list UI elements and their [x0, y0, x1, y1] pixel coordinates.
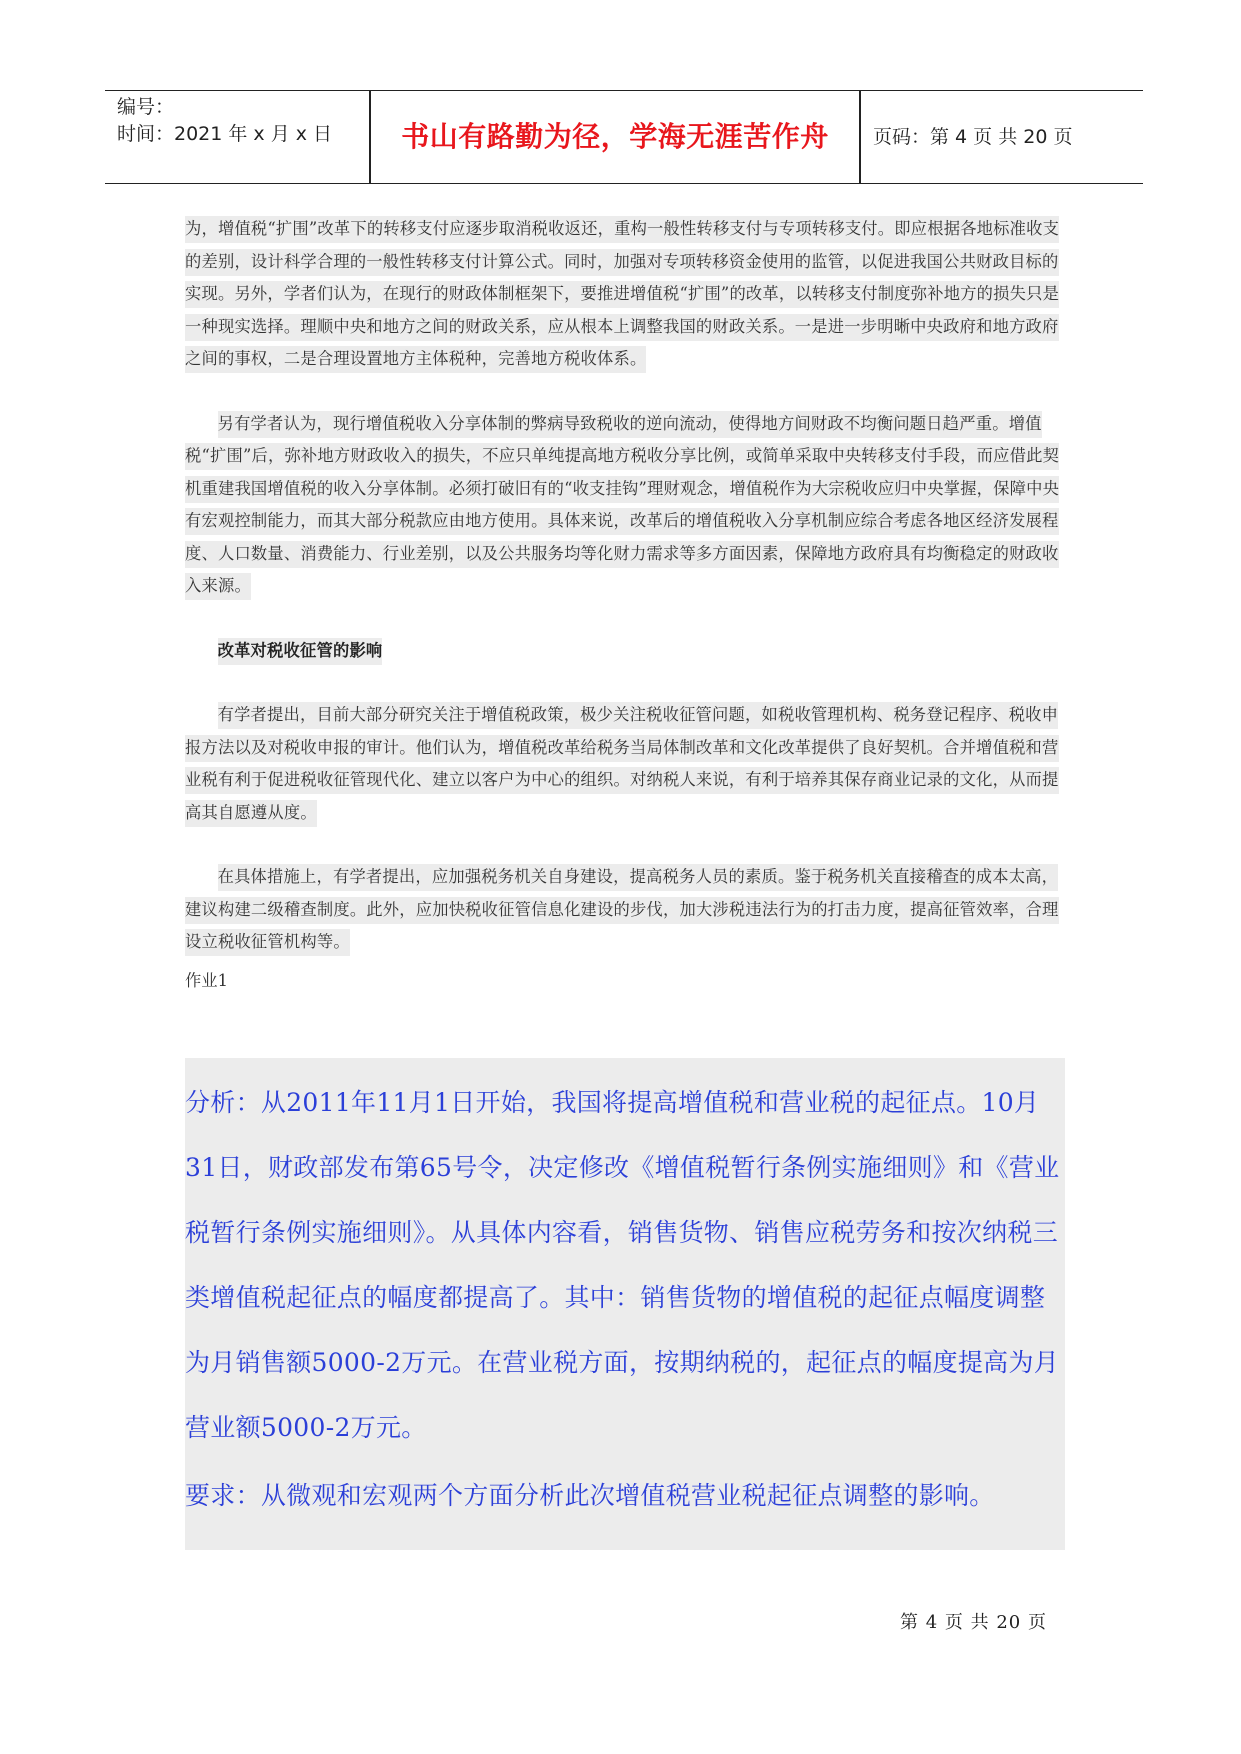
section-heading [185, 635, 1065, 668]
paragraph-text: 在具体措施上，有学者提出，应加强税务机关自身建设，提高税务人员的素质。鉴于税务机关直接稽查的成本太高，建议构建二级稽查制度。此外，应加快税收征管信息化建设的步伐，加大涉税违法行为的打击力度，提高征管效率，合理设立税收征管机构等。 [185, 864, 1059, 956]
header-number: 编号： [117, 96, 175, 118]
paragraph [185, 699, 1065, 829]
paragraph-text: 有学者提出，目前大部分研究关注于增值税政策，极少关注税收征管问题，如税收管理机构、税务登记程序、税收申报方法以及对税收申报的审计。他们认为，增值税改革给税务当局体制改革和文化改革提供了良好契机。合并增值税和营业税有利于促进税收征管现代化、建立以客户为中心的组织。对纳税人来说，有利于培养其保存商业记录的文化，从而提高其自愿遵从度。 [185, 702, 1059, 827]
homework-label: 作业1 [185, 970, 228, 990]
assignment-analysis: 分析：从2011年11月1日开始，我国将提高增值税和营业税的起征点。10月31日，财政部发布第65号令，决定修改《增值税暂行条例实施细则》和《营业税暂行条例实施细则》。从具体内容看，销售货物、销售应税劳务和按次纳税三类增值税起征点的幅度都提高了。其中：销售货物的增值税的起征点幅度调整为月销售额5000-2万元。在营业税方面，按期纳税的，起征点的幅度提高为月营业额5000-2万元。 [185, 1088, 1060, 1442]
header-meta [117, 94, 367, 148]
page-header [105, 90, 1143, 184]
paragraph-text: 另有学者认为，现行增值税收入分享体制的弊病导致税收的逆向流动，使得地方间财政不均衡问题日趋严重。增值税“扩围”后，弥补地方财政收入的损失，不应只单纯提高地方税收分享比例，或简单采取中央转移支付手段，而应借此契机重建我国增值税的收入分享体制。必须打破旧有的“收支挂钩”理财观念，增值税作为大宗税收应归中央掌握，保障中央有宏观控制能力，而其大部分税款应由地方使用。具体来说，改革后的增值税收入分享机制应综合考虑各地区经济发展程度、人口数量、消费能力、行业差别，以及公共服务均等化财力需求等多方面因素，保障地方政府具有均衡稳定的财政收入来源。 [185, 411, 1059, 601]
header-page-info: 页码：第 4 页 共 20 页 [873, 126, 1073, 148]
paragraph [185, 213, 1065, 376]
section-heading-text: 改革对税收征管的影响 [218, 638, 383, 665]
paragraph [185, 408, 1065, 603]
header-motto: 书山有路勤为径，学海无涯苦作舟 [401, 120, 829, 153]
assignment-block [185, 1058, 1065, 1550]
paragraph [185, 861, 1065, 959]
document-body [185, 213, 1065, 997]
header-divider [859, 91, 861, 183]
assignment-requirement: 要求：从微观和宏观两个方面分析此次增值税营业税起征点调整的影响。 [185, 1481, 995, 1510]
paragraph-text: 为，增值税“扩围”改革下的转移支付应逐步取消税收返还，重构一般性转移支付与专项转移支付。即应根据各地标准收支的差别，设计科学合理的一般性转移支付计算公式。同时，加强对专项转移资金使用的监管，以促进我国公共财政目标的实现。另外，学者们认为，在现行的财政体制框架下，要推进增值税“扩围”的改革，以转移支付制度弥补地方的损失只是一种现实选择。理顺中央和地方之间的财政关系，应从根本上调整我国的财政关系。一是进一步明晰中央政府和地方政府之间的事权，二是合理设置地方主体税种，完善地方税收体系。 [185, 216, 1059, 373]
page-footer: 第 4 页 共 20 页 [900, 1612, 1047, 1633]
header-time: 时间：2021 年 x 月 x 日 [117, 123, 333, 145]
